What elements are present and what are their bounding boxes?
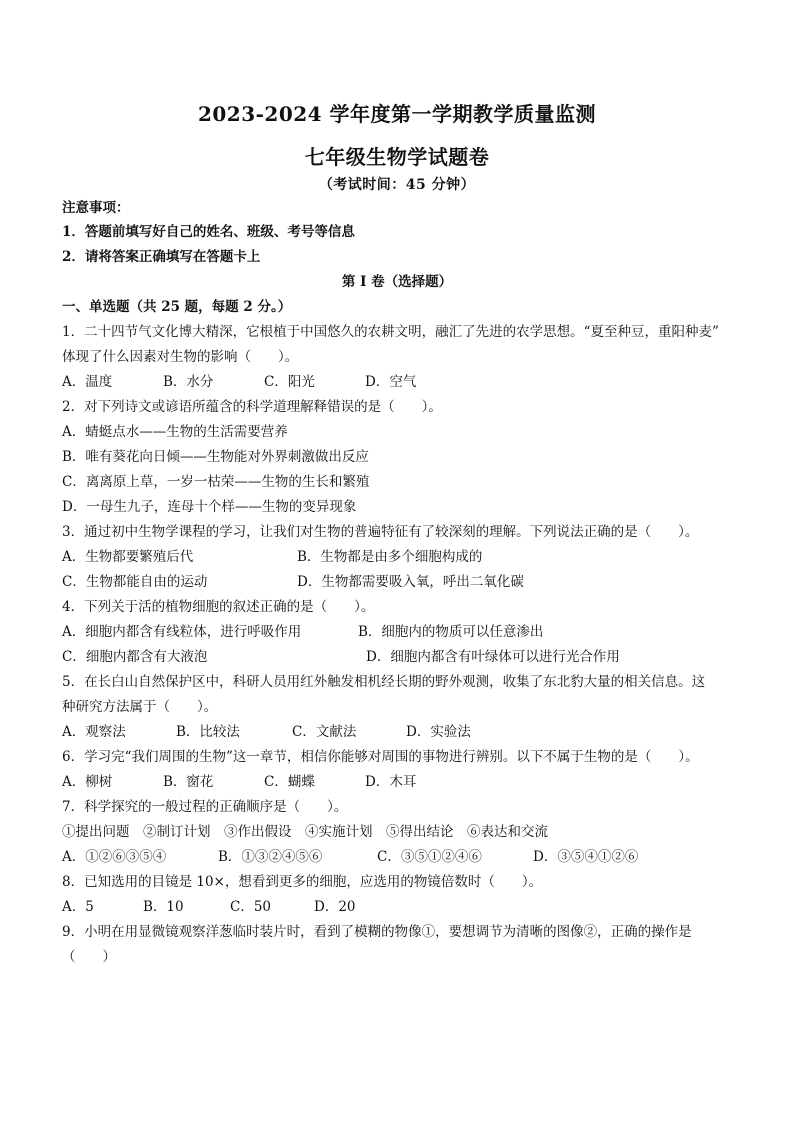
option: D．生物都需要吸入氧，呼出二氧化碳 xyxy=(297,574,524,590)
question-text: 7．科学探究的一般过程的正确顺序是（ ）。 xyxy=(62,799,348,815)
note-item: 1．答题前填写好自己的姓名、班级、考号等信息 xyxy=(62,224,355,240)
question-text: 体现了什么因素对生物的影响（ ）。 xyxy=(62,349,299,365)
exam-title: 2023-2024 学年度第一学期教学质量监测 xyxy=(197,102,597,126)
option: C．离离原上草，一岁一枯荣——生物的生长和繁殖 xyxy=(62,474,370,490)
option: D．③⑤④①②⑥ xyxy=(533,849,639,865)
option: A．5 xyxy=(62,899,94,915)
question-text: 3．通过初中生物学课程的学习，让我们对生物的普遍特征有了较深刻的理解。下列说法正确的是（ ）。 xyxy=(62,524,699,540)
note-item: 2．请将答案正确填写在答题卡上 xyxy=(62,249,261,265)
option: C．文献法 xyxy=(292,724,357,740)
option: C．细胞内都含有大液泡 xyxy=(62,649,208,665)
section-heading: 一、单选题（共 25 题，每题 2 分。） xyxy=(62,299,292,315)
exam-time: （考试时间：45 分钟） xyxy=(318,177,476,193)
option: D．一母生九子，连母十个样——生物的变异现象 xyxy=(62,499,357,515)
question-text: 2．对下列诗文或谚语所蕴含的科学道理解释错误的是（ ）。 xyxy=(62,399,442,415)
option: C．③⑤①②④⑥ xyxy=(377,849,482,865)
question-text: 8．已知选用的目镜是 10×，想看到更多的细胞，应选用的物镜倍数时（ ）。 xyxy=(62,874,543,890)
option: A．蜻蜓点水——生物的生活需要营养 xyxy=(62,424,288,440)
question-text: 9．小明在用显微镜观察洋葱临时装片时，看到了模糊的物像①，要想调节为清晰的图像②，正确的操作是 xyxy=(62,924,692,940)
option: B．窗花 xyxy=(163,774,214,790)
option: D．细胞内都含有叶绿体可以进行光合作用 xyxy=(366,649,620,665)
option: B．①③②④⑤⑥ xyxy=(218,849,323,865)
option: D．20 xyxy=(314,899,356,915)
option: A．观察法 xyxy=(62,724,126,740)
option: D．空气 xyxy=(365,374,417,390)
option: B．10 xyxy=(143,899,184,915)
question-text: 种研究方法属于（ ）。 xyxy=(62,699,218,715)
option: C．生物都能自由的运动 xyxy=(62,574,208,590)
part-title: 第 I 卷（选择题） xyxy=(341,274,453,290)
option: D．木耳 xyxy=(365,774,417,790)
option: A．①②⑥③⑤④ xyxy=(62,849,167,865)
option: B．唯有葵花向日倾——生物能对外界刺激做出反应 xyxy=(62,449,369,465)
option: B．比较法 xyxy=(176,724,240,740)
question-text: ①提出问题 ②制订计划 ③作出假设 ④实施计划 ⑤得出结论 ⑥表达和交流 xyxy=(62,824,548,840)
question-text: 6．学习完“我们周围的生物”这一章节，相信你能够对周围的事物进行辨别。以下不属于生物的是（ ）。 xyxy=(62,749,699,765)
option: C．蝴蝶 xyxy=(264,774,315,790)
option: A．细胞内都含有线粒体，进行呼吸作用 xyxy=(62,624,302,640)
option: A．生物都要繁殖后代 xyxy=(62,549,194,565)
exam-subtitle: 七年级生物学试题卷 xyxy=(304,145,490,169)
question-text: 5．在长白山自然保护区中，科研人员用红外触发相机经长期的野外观测，收集了东北豹大量的相关信息。这 xyxy=(62,674,706,690)
option: A．温度 xyxy=(62,374,113,390)
option: B．生物都是由多个细胞构成的 xyxy=(297,549,483,565)
option: D．实验法 xyxy=(406,724,471,740)
option: A．柳树 xyxy=(62,774,113,790)
option: C．50 xyxy=(230,899,272,915)
question-text: 4．下列关于活的植物细胞的叙述正确的是（ ）。 xyxy=(62,599,375,615)
question-text: （ ） xyxy=(62,949,116,965)
option: B．细胞内的物质可以任意渗出 xyxy=(358,624,544,640)
question-text: 1．二十四节气文化博大精深，它根植于中国悠久的农耕文明，融汇了先进的农学思想。“夏至种豆，重阳种麦” xyxy=(62,324,719,340)
option: C．阳光 xyxy=(264,374,315,390)
option: B．水分 xyxy=(163,374,214,390)
notes-heading: 注意事项： xyxy=(62,200,130,216)
